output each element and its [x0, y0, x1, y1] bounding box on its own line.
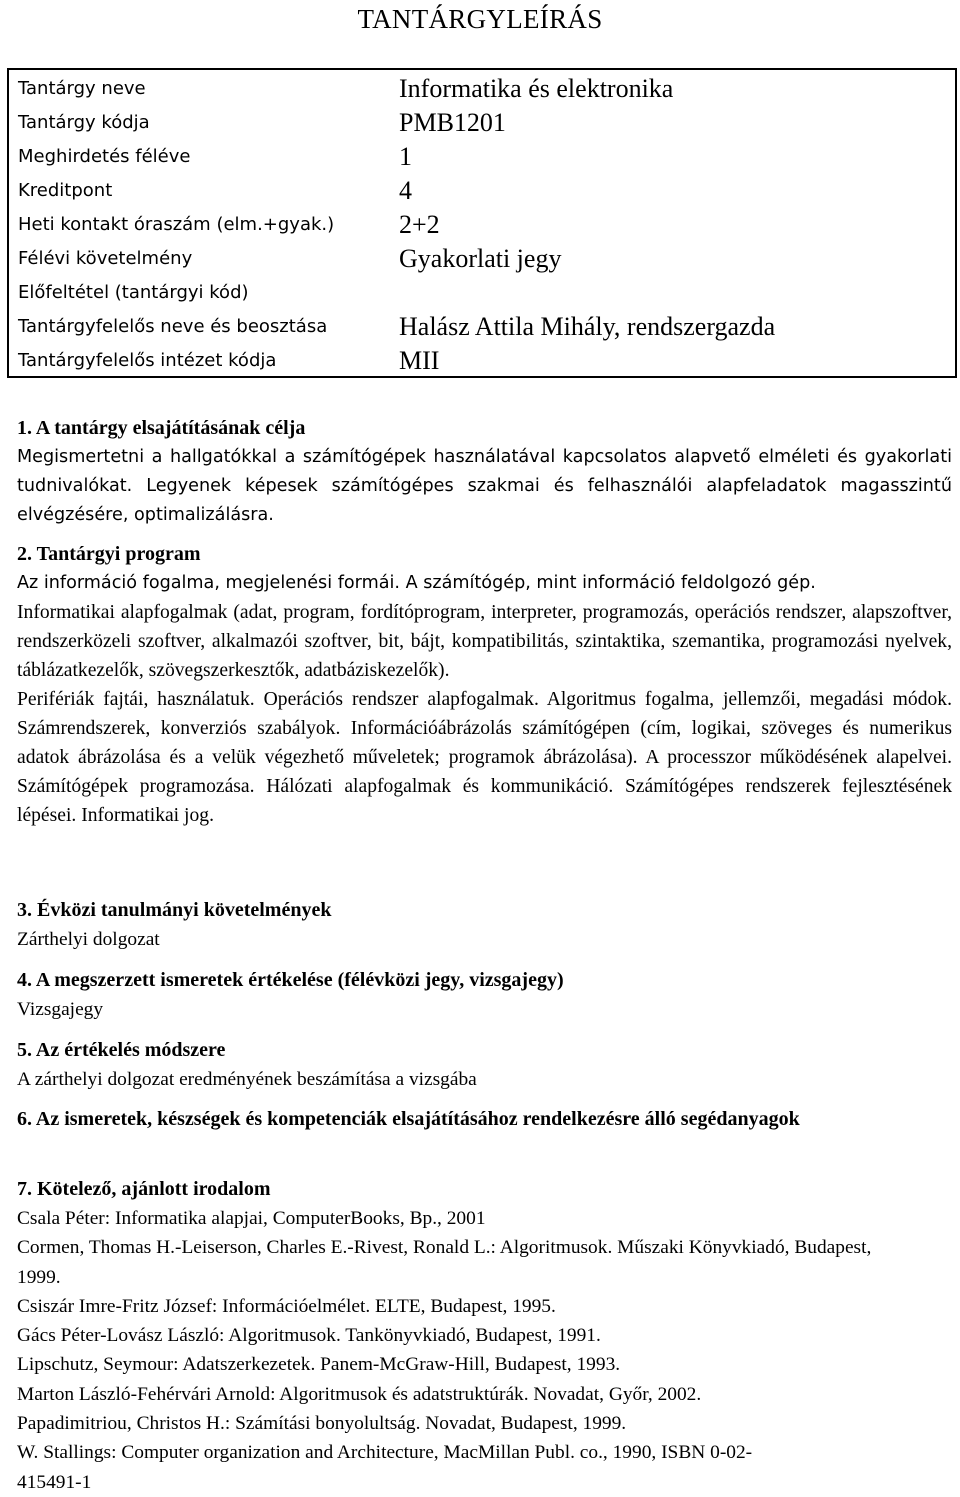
program-intro-line: Az információ fogalma, megjelenési formái. A számítógép, mint információ feldolgozó gép. — [17, 573, 816, 593]
program-paragraph: Perifériák fajtái, használatuk. Operációs rendszer alapfogalmak. Algoritmus fogalma, jellemzői, megadási módok. Számrendszerek, konverziós szabályok. Információábrázolás számítógépen (cím, logikai, szöveges és numerikus adatok ábrázolása és a velük végezhető műveletek; programok ábrázolása). A processzor működésének alapelvei. Számítógépek programozása. Hálózati alapfogalmak és kommunikáció. Számítógépes rendszerek fejlesztésének lépései. Informatikai jog. — [17, 689, 952, 826]
section-text: Vizsgajegy — [17, 999, 104, 1020]
info-value: Informatika és elektronika — [399, 74, 674, 103]
section-heading: 3. Évközi tanulmányi követelmények — [17, 899, 332, 921]
literature-item: Lipschutz, Seymour: Adatszerkezetek. Panem-McGraw-Hill, Budapest, 1993. — [17, 1354, 621, 1376]
section-number: 2. — [17, 543, 32, 565]
info-row-weekly-hours — [9, 208, 955, 242]
section-evaluation-method — [17, 1036, 952, 1094]
section-number: 1. — [17, 417, 32, 439]
literature-item: Csiszár Imre-Fritz József: Információelmélet. ELTE, Budapest, 1995. — [17, 1295, 556, 1317]
section-heading: 4. A megszerzett ismeretek értékelése (félévközi jegy, vizsgajegy) — [17, 969, 564, 991]
info-label: Tantárgyfelelős neve és beosztása — [18, 316, 328, 337]
section-materials — [17, 1105, 952, 1134]
info-label: Félévi követelmény — [18, 248, 193, 269]
info-row-subject-code — [9, 106, 955, 140]
literature-item: Csala Péter: Informatika alapjai, ComputerBooks, Bp., 2001 — [17, 1208, 486, 1229]
section-heading: 5. Az értékelés módszere — [17, 1039, 226, 1061]
info-label: Tantárgy kódja — [18, 112, 150, 133]
info-value: 4 — [399, 176, 412, 205]
info-label: Meghirdetés féléve — [18, 146, 191, 167]
info-value: Gyakorlati jegy — [399, 244, 562, 273]
section-literature — [17, 1175, 952, 1497]
info-value: 1 — [399, 142, 412, 171]
info-row-credits — [9, 174, 955, 208]
section-heading: 6. Az ismeretek, készségek és kompetenciák elsajátításához rendelkezésre álló segédanyagok — [17, 1108, 800, 1130]
section-title: A tantárgy elsajátításának célja — [35, 417, 306, 439]
info-label: Tantárgyfelelős intézet kódja — [18, 350, 277, 371]
section-text: Zárthelyi dolgozat — [17, 929, 160, 950]
section-heading — [17, 414, 952, 443]
info-value: PMB1201 — [399, 108, 506, 137]
literature-item: Papadimitriou, Christos H.: Számítási bonyolultság. Novadat, Budapest, 1999. — [17, 1413, 627, 1435]
literature-item: Gács Péter-Lovász László: Algoritmusok. Tankönyvkiadó, Budapest, 1991. — [17, 1325, 601, 1347]
section-heading: 7. Kötelező, ajánlott irodalom — [17, 1178, 271, 1200]
program-paragraph: Informatikai alapfogalmak (adat, program, fordítóprogram, interpreter, programozás, operációs rendszer, alapszoftver, rendszerközeli szoftver, alkalmazói szoftver, bit, bájt, kompatibilitás, szintaktika, szemantika, programozási nyelvek, táblázatkezelők, szövegszerkesztők, adatbáziskezelők). — [17, 602, 952, 681]
literature-item: W. Stallings: Computer organization and Architecture, MacMillan Publ. co., 1990, ISBN 0-02-415491-1 — [17, 1442, 753, 1493]
info-label: Kreditpont — [18, 180, 113, 201]
info-label: Tantárgy neve — [18, 78, 146, 99]
info-row-subject-name — [9, 72, 955, 106]
info-row-prerequisite — [9, 276, 955, 310]
literature-item: Cormen, Thomas H.-Leiserson, Charles E.-Rivest, Ronald L.: Algoritmusok. Műszaki Könyvkiadó, Budapest, 1999. — [17, 1237, 872, 1288]
info-value: Halász Attila Mihály, rendszergazda — [399, 312, 776, 341]
section-program — [17, 540, 952, 830]
section-title: Tantárgyi program — [36, 543, 201, 565]
info-label: Előfeltétel (tantárgyi kód) — [18, 282, 249, 303]
info-row-responsible — [9, 310, 955, 344]
section-text: A zárthelyi dolgozat eredményének beszámítása a vizsgába — [17, 1069, 477, 1090]
section-heading — [17, 540, 952, 569]
info-value: 2+2 — [399, 210, 440, 239]
course-info-table — [7, 68, 957, 378]
info-value: MII — [399, 346, 440, 375]
info-row-requirement — [9, 242, 955, 276]
section-assessment — [17, 966, 952, 1024]
info-row-institute-code — [9, 344, 955, 378]
section-text: Megismertetni a hallgatókkal a számítógépek használatával kapcsolatos alapvető elméleti és gyakorlati tudnivalókat. Legyenek képesek számítógépes szakmai és felhasználói alapfeladatok magasszintű elvégzésére, optimalizálásra. — [17, 447, 952, 525]
info-row-semester — [9, 140, 955, 174]
document-title: TANTÁRGYLEÍRÁS — [357, 4, 603, 34]
section-requirements — [17, 896, 952, 954]
section-goal — [17, 414, 952, 530]
literature-item: Marton László-Fehérvári Arnold: Algoritmusok és adatstruktúrák. Novadat, Győr, 2002. — [17, 1383, 702, 1405]
info-label: Heti kontakt óraszám (elm.+gyak.) — [18, 214, 335, 235]
